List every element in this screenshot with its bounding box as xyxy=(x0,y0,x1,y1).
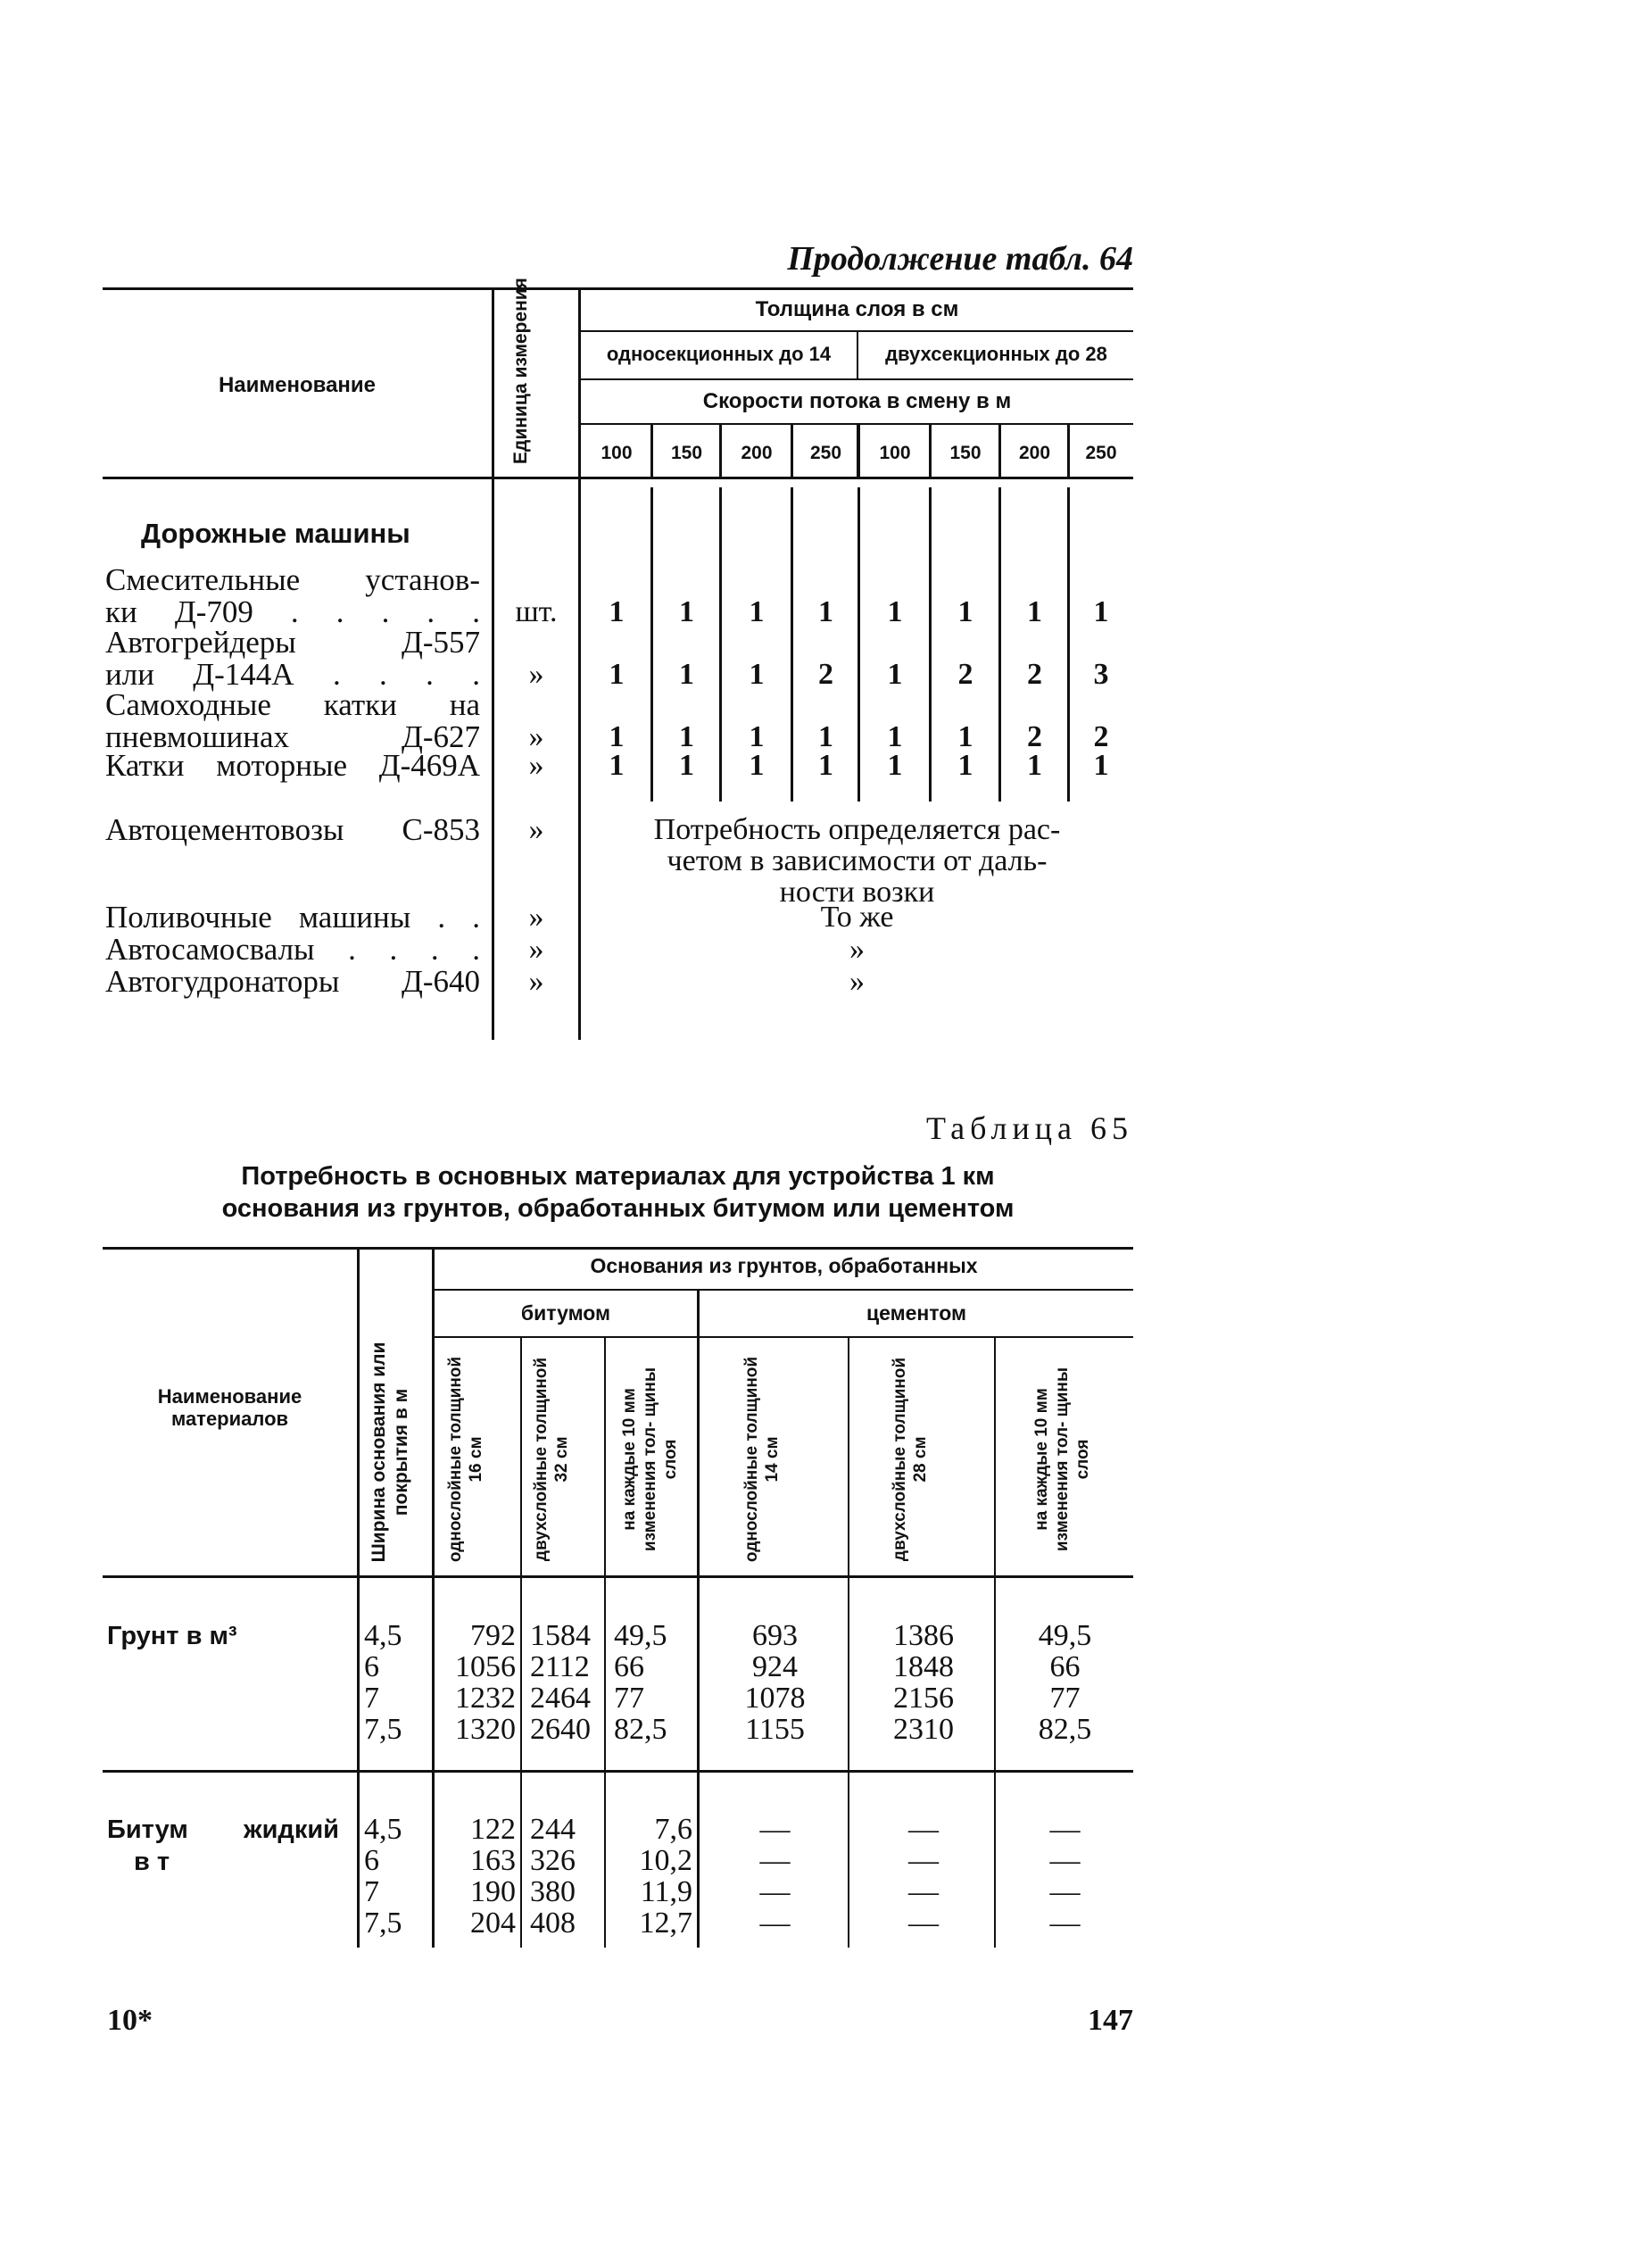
rule xyxy=(103,1247,1133,1250)
value-cell: 2112 xyxy=(530,1650,590,1683)
value-cell: 1386 xyxy=(893,1619,954,1652)
row-name-line: Смесительные установ- xyxy=(105,562,480,597)
value-cell: 1155 xyxy=(745,1713,805,1746)
rule xyxy=(103,287,1133,290)
row-name-line: Поливочные машины . . xyxy=(105,900,480,935)
value-cell: — xyxy=(759,1907,791,1940)
note-cell xyxy=(581,901,1133,933)
note-cell xyxy=(581,814,1133,908)
value-cell: — xyxy=(908,1813,939,1846)
value-cell: 1 xyxy=(1027,595,1042,628)
rule xyxy=(578,423,1133,425)
value-cell: 1320 xyxy=(455,1713,516,1746)
rule xyxy=(578,378,1133,380)
rule xyxy=(578,330,1133,332)
header-thickness: Толщина слоя в см xyxy=(755,297,959,321)
width-cell: 6 xyxy=(364,1650,379,1683)
value-cell: — xyxy=(759,1813,791,1846)
value-cell: 2640 xyxy=(530,1713,591,1746)
width-cell: 7 xyxy=(364,1682,379,1715)
rule xyxy=(432,1336,1133,1338)
rule xyxy=(520,1336,522,1948)
width-cell: 7,5 xyxy=(364,1907,402,1940)
value-cell: 77 xyxy=(614,1682,644,1715)
row-name xyxy=(105,814,480,846)
header-cement: цементом xyxy=(866,1301,967,1325)
value-cell: 12,7 xyxy=(639,1907,692,1940)
value-cell: 1 xyxy=(957,720,973,753)
row-name xyxy=(105,934,480,966)
column-header: на каждые 10 мм изменения тол- щины слоя xyxy=(620,1367,680,1552)
width-cell: 6 xyxy=(364,1844,379,1877)
title-line: Потребность в основных материалах для устройства 1 км xyxy=(241,1162,995,1191)
row-name-line: Катки моторные Д-469А xyxy=(105,748,480,783)
value-cell: 2 xyxy=(1027,720,1042,753)
header-group-2: двухсекционных до 28 xyxy=(885,343,1107,365)
value-cell: 1 xyxy=(1093,595,1109,628)
section-title: Дорожные машины xyxy=(141,518,410,549)
value-cell: 1 xyxy=(887,595,903,628)
value-cell: 11,9 xyxy=(640,1875,692,1908)
unit-cell: » xyxy=(528,658,544,691)
row-name-line: или Д-144А . . . . xyxy=(105,657,480,692)
note-line: четом в зависимости от даль- xyxy=(667,844,1048,877)
row-name-line: Автогрейдеры Д-557 xyxy=(105,625,480,660)
value-cell: 1 xyxy=(679,658,694,691)
value-cell: — xyxy=(759,1844,791,1877)
value-cell: 2464 xyxy=(530,1682,591,1715)
value-cell: 1 xyxy=(679,749,694,782)
column-header: двухслойные толщиной 28 см xyxy=(891,1357,930,1562)
speed-header-cell: 150 xyxy=(670,443,703,463)
width-cell: 4,5 xyxy=(364,1813,402,1846)
page-number: 147 xyxy=(1088,2004,1133,2037)
note-cell xyxy=(581,966,1133,997)
value-cell: 1 xyxy=(818,595,833,628)
value-cell: — xyxy=(759,1875,791,1908)
row-name xyxy=(105,627,480,691)
row-name xyxy=(105,901,480,934)
speed-header-cell: 100 xyxy=(879,443,911,463)
value-cell: 1 xyxy=(679,720,694,753)
rule xyxy=(857,425,860,477)
material-name-line: Грунт в м³ xyxy=(107,1622,237,1650)
value-cell: 1078 xyxy=(744,1682,806,1715)
value-cell: — xyxy=(1049,1875,1081,1908)
row-name-line: Автогудронаторы Д-640 xyxy=(105,964,480,999)
header-group-1: односекционных до 14 xyxy=(606,343,832,365)
value-cell: 77 xyxy=(1049,1682,1081,1715)
header-grounds-treated: Основания из грунтов, обработанных xyxy=(590,1254,978,1277)
column-header-name: Наименование xyxy=(218,373,377,397)
column-header-unit xyxy=(509,278,532,464)
value-cell: — xyxy=(908,1844,939,1877)
column-header: однослойные толщиной 14 см xyxy=(741,1356,782,1563)
rule xyxy=(103,1575,1133,1578)
value-cell: 380 xyxy=(530,1875,576,1908)
rule xyxy=(103,477,1133,479)
value-cell: 1 xyxy=(749,595,765,628)
value-cell: 2 xyxy=(957,658,973,691)
value-cell: 326 xyxy=(530,1844,576,1877)
row-name xyxy=(105,966,480,998)
value-cell: 1 xyxy=(749,720,765,753)
column-header: однослойные толщиной 16 см xyxy=(445,1356,485,1563)
value-cell: 2 xyxy=(1093,720,1109,753)
unit-header-text: Единица измерения xyxy=(510,278,531,464)
value-cell: 190 xyxy=(470,1875,516,1908)
row-name-line: ки Д-709 . . . . . xyxy=(105,594,480,629)
value-cell: — xyxy=(1049,1844,1081,1877)
value-cell: 1 xyxy=(609,720,625,753)
row-name xyxy=(105,689,480,753)
speed-header-cell: 150 xyxy=(949,443,982,463)
material-name-line: Битум жидкий xyxy=(107,1815,339,1844)
value-cell: — xyxy=(1049,1813,1081,1846)
note-line: » xyxy=(849,933,865,966)
material-name-line: в т xyxy=(134,1848,170,1876)
value-cell: 10,2 xyxy=(639,1844,692,1877)
note-line: То же xyxy=(820,901,894,934)
value-cell: 49,5 xyxy=(614,1619,667,1652)
value-cell: 792 xyxy=(470,1619,516,1652)
value-cell: — xyxy=(1049,1907,1081,1940)
continuation-label: Продолжение табл. 64 xyxy=(787,240,1133,278)
material-name xyxy=(107,1814,339,1878)
table-65-title xyxy=(103,1160,1133,1225)
width-cell: 7,5 xyxy=(364,1713,402,1746)
value-cell: 7,6 xyxy=(654,1813,692,1846)
value-cell: 2156 xyxy=(893,1682,954,1715)
value-cell: 693 xyxy=(752,1619,798,1652)
rule xyxy=(432,1289,1133,1291)
value-cell: 1 xyxy=(609,749,625,782)
header-bitumen: битумом xyxy=(520,1301,611,1325)
value-cell: 1 xyxy=(818,720,833,753)
value-cell: 1 xyxy=(887,658,903,691)
header-speed: Скорости потока в смену в м xyxy=(702,389,1012,413)
unit-cell: » xyxy=(528,933,544,966)
note-line: » xyxy=(849,965,865,998)
value-cell: 3 xyxy=(1093,658,1109,691)
value-cell: 1 xyxy=(887,749,903,782)
value-cell: 2 xyxy=(1027,658,1042,691)
unit-cell: » xyxy=(528,901,544,934)
speed-header-cell: 250 xyxy=(809,443,842,463)
column-header-materials: Наименование материалов xyxy=(157,1385,302,1430)
unit-cell: » xyxy=(528,813,544,846)
value-cell: 1 xyxy=(818,749,833,782)
value-cell: 2 xyxy=(818,658,833,691)
rule xyxy=(357,1247,360,1948)
column-header: на каждые 10 мм изменения тол- щины слоя xyxy=(1031,1367,1092,1552)
unit-cell: » xyxy=(528,749,544,782)
value-cell: 66 xyxy=(1049,1650,1081,1683)
value-cell: 924 xyxy=(752,1650,798,1683)
value-cell: 1 xyxy=(749,658,765,691)
note-cell xyxy=(581,934,1133,965)
value-cell: 1 xyxy=(1093,749,1109,782)
speed-header-cell: 100 xyxy=(601,443,633,463)
value-cell: 82,5 xyxy=(614,1713,667,1746)
width-header-text: Ширина основания или покрытия в м xyxy=(369,1342,411,1563)
value-cell: 82,5 xyxy=(1038,1713,1092,1746)
rule xyxy=(998,425,1001,477)
row-name-line: Автосамосвалы . . . . xyxy=(105,932,480,967)
unit-cell: » xyxy=(528,720,544,753)
table-65-label: Таблица 65 xyxy=(926,1110,1133,1146)
rule xyxy=(719,425,722,477)
rule xyxy=(791,425,793,477)
width-cell: 4,5 xyxy=(364,1619,402,1652)
row-name-line: пневмошинах Д-627 xyxy=(105,719,480,754)
column-header: двухслойные толщиной 32 см xyxy=(532,1357,571,1562)
width-cell: 7 xyxy=(364,1875,379,1908)
note-line: ности возки xyxy=(779,876,935,909)
value-cell: 1 xyxy=(957,749,973,782)
rule xyxy=(857,332,858,378)
value-cell: 1 xyxy=(609,595,625,628)
unit-cell: шт. xyxy=(515,595,558,628)
value-cell: 408 xyxy=(530,1907,576,1940)
value-cell: 1056 xyxy=(455,1650,516,1683)
value-cell: 163 xyxy=(470,1844,516,1877)
column-header-width xyxy=(368,1341,412,1564)
value-cell: — xyxy=(908,1907,939,1940)
value-cell: 1232 xyxy=(455,1682,516,1715)
value-cell: 1 xyxy=(609,658,625,691)
note-line: Потребность определяется рас- xyxy=(653,813,1061,846)
value-cell: 49,5 xyxy=(1038,1619,1092,1652)
title-line: основания из грунтов, обработанных битумом или цементом xyxy=(221,1194,1015,1223)
row-name-line: Автоцементовозы С-853 xyxy=(105,812,480,847)
speed-header-cell: 250 xyxy=(1085,443,1117,463)
value-cell: 1 xyxy=(957,595,973,628)
rule xyxy=(103,1770,1133,1773)
row-name-line: Самоходные катки на xyxy=(105,687,480,722)
value-cell: — xyxy=(908,1875,939,1908)
unit-cell: » xyxy=(528,965,544,998)
row-name xyxy=(105,564,480,628)
value-cell: 1 xyxy=(887,720,903,753)
material-name xyxy=(107,1620,339,1652)
value-cell: 1584 xyxy=(530,1619,591,1652)
speed-header-cell: 200 xyxy=(741,443,773,463)
value-cell: 122 xyxy=(470,1813,516,1846)
value-cell: 1 xyxy=(749,749,765,782)
value-cell: 1848 xyxy=(893,1650,954,1683)
value-cell: 204 xyxy=(470,1907,516,1940)
speed-header-cell: 200 xyxy=(1018,443,1051,463)
rule xyxy=(650,425,653,477)
rule xyxy=(929,425,932,477)
footer-left: 10* xyxy=(107,2004,153,2037)
value-cell: 66 xyxy=(614,1650,644,1683)
value-cell: 1 xyxy=(1027,749,1042,782)
rule xyxy=(1067,425,1070,477)
row-name xyxy=(105,750,480,782)
value-cell: 244 xyxy=(530,1813,576,1846)
value-cell: 1 xyxy=(679,595,694,628)
value-cell: 2310 xyxy=(893,1713,954,1746)
